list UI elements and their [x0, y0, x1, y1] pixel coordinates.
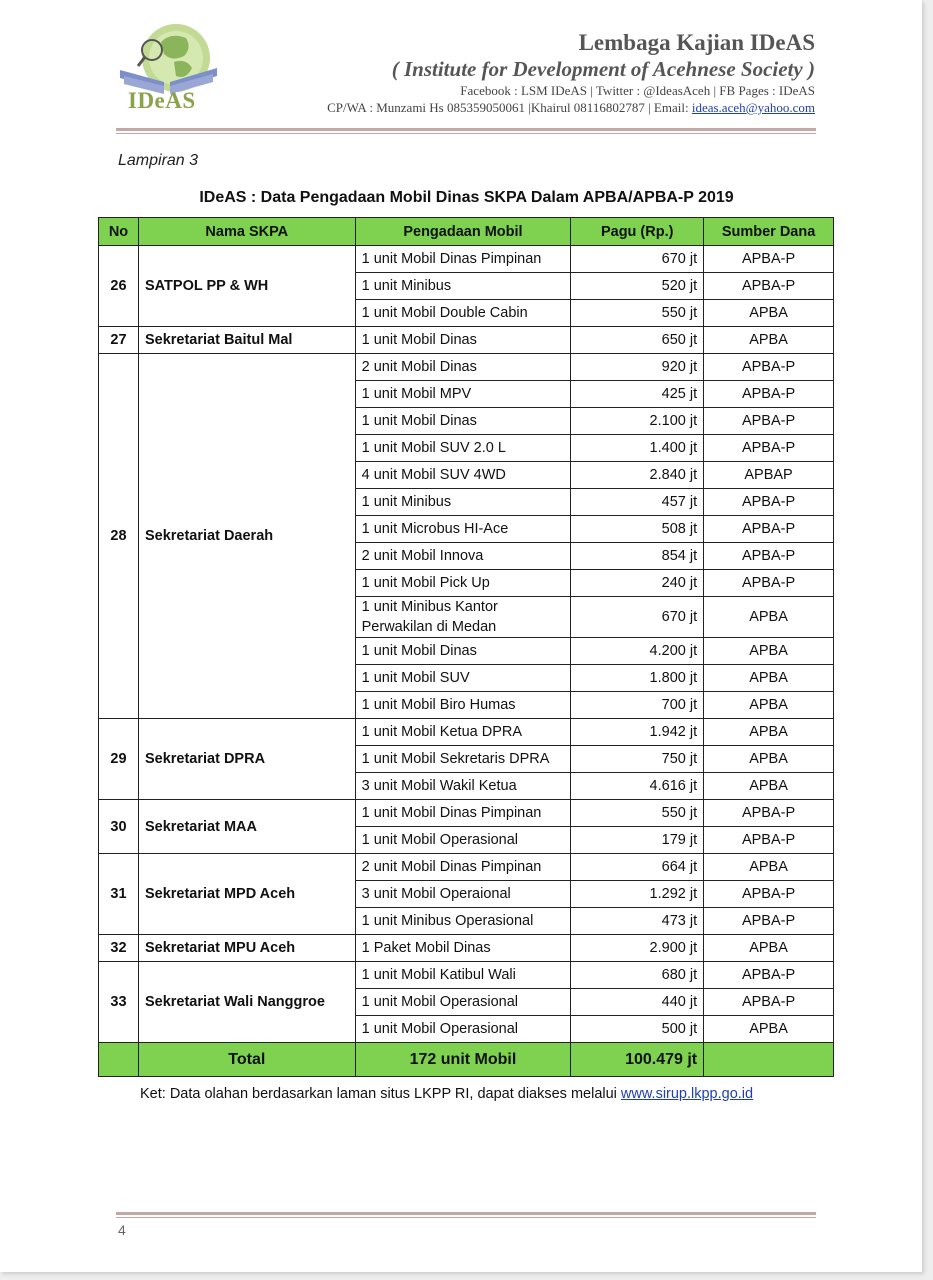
- col-header-pengadaan: Pengadaan Mobil: [355, 218, 571, 246]
- table-row: [99, 354, 834, 381]
- pagu-value: 920 jt: [571, 354, 704, 381]
- funding-source: APBA: [704, 665, 834, 692]
- row-number: 30: [99, 800, 139, 854]
- pagu-value: 680 jt: [571, 962, 704, 989]
- total-pagu: 100.479 jt: [571, 1043, 704, 1077]
- pagu-value: 700 jt: [571, 692, 704, 719]
- funding-source: APBA: [704, 300, 834, 327]
- org-title: Lembaga Kajian IDeAS: [578, 30, 815, 55]
- funding-source: APBA: [704, 773, 834, 800]
- funding-source: APBA-P: [704, 543, 834, 570]
- pagu-value: 500 jt: [571, 1016, 704, 1043]
- row-number: 26: [99, 246, 139, 327]
- row-number: 29: [99, 719, 139, 800]
- col-header-no: No: [99, 218, 139, 246]
- funding-source: APBA: [704, 746, 834, 773]
- procurement-item: 1 unit Mobil SUV 2.0 L: [355, 435, 571, 462]
- funding-source: APBA-P: [704, 516, 834, 543]
- pagu-value: 1.292 jt: [571, 881, 704, 908]
- pagu-value: 1.800 jt: [571, 665, 704, 692]
- procurement-item: 2 unit Mobil Dinas: [355, 354, 571, 381]
- procurement-item: 1 unit Mobil Biro Humas: [355, 692, 571, 719]
- procurement-item-line: Perwakilan di Medan: [361, 619, 497, 635]
- procurement-item: 1 unit Mobil Dinas Pimpinan: [355, 246, 571, 273]
- procurement-item: 1 unit Mobil Operasional: [355, 989, 571, 1016]
- source-link[interactable]: www.sirup.lkpp.go.id: [620, 1086, 754, 1102]
- logo-wordmark: IDeAS: [128, 88, 196, 113]
- funding-source: APBA-P: [704, 881, 834, 908]
- funding-source: APBA-P: [704, 800, 834, 827]
- funding-source: APBA-P: [704, 989, 834, 1016]
- org-subtitle: ( Institute for Development of Acehnese Society ): [391, 57, 815, 81]
- pagu-value: 750 jt: [571, 746, 704, 773]
- funding-source: APBA-P: [704, 908, 834, 935]
- procurement-item: 1 unit Mobil Dinas: [355, 327, 571, 354]
- email-link[interactable]: ideas.aceh@yahoo.com: [691, 100, 815, 115]
- funding-source: APBA-P: [704, 381, 834, 408]
- skpa-name: Sekretariat MPU Aceh: [138, 935, 355, 962]
- funding-source: APBA: [704, 638, 834, 665]
- pagu-value: 1.942 jt: [571, 719, 704, 746]
- col-header-sumber: Sumber Dana: [704, 218, 834, 246]
- procurement-item: 1 unit Mobil MPV: [355, 381, 571, 408]
- pagu-value: 425 jt: [571, 381, 704, 408]
- procurement-item: 1 unit Minibus: [355, 273, 571, 300]
- procurement-table: [98, 217, 834, 1077]
- procurement-item: 1 unit Mobil Double Cabin: [355, 300, 571, 327]
- procurement-item: [355, 597, 571, 638]
- procurement-item: 2 unit Mobil Innova: [355, 543, 571, 570]
- funding-source: APBA-P: [704, 570, 834, 597]
- funding-source: APBA: [704, 854, 834, 881]
- pagu-value: 4.200 jt: [571, 638, 704, 665]
- pagu-value: 440 jt: [571, 989, 704, 1016]
- funding-source: APBA-P: [704, 273, 834, 300]
- pagu-value: 670 jt: [571, 597, 704, 638]
- letterhead: [327, 30, 815, 116]
- skpa-name: Sekretariat MAA: [138, 800, 355, 854]
- skpa-name: Sekretariat Baitul Mal: [138, 327, 355, 354]
- skpa-name: Sekretariat MPD Aceh: [138, 854, 355, 935]
- funding-source: APBA-P: [704, 435, 834, 462]
- funding-source: APBA: [704, 1016, 834, 1043]
- row-number: 31: [99, 854, 139, 935]
- funding-source: APBA-P: [704, 827, 834, 854]
- procurement-item: 1 unit Minibus Operasional: [355, 908, 571, 935]
- pagu-value: 457 jt: [571, 489, 704, 516]
- funding-source: APBA-P: [704, 408, 834, 435]
- social-line: Facebook : LSM IDeAS | Twitter : @IdeasAceh | FB Pages : IDeAS: [460, 83, 815, 98]
- col-header-nama: Nama SKPA: [138, 218, 355, 246]
- pagu-value: 854 jt: [571, 543, 704, 570]
- procurement-item: 1 unit Mobil Ketua DPRA: [355, 719, 571, 746]
- row-number: 32: [99, 935, 139, 962]
- table-row: [99, 935, 834, 962]
- skpa-name: Sekretariat DPRA: [138, 719, 355, 800]
- total-units: 172 unit Mobil: [355, 1043, 571, 1077]
- procurement-item: 3 unit Mobil Wakil Ketua: [355, 773, 571, 800]
- procurement-item-line: 1 unit Minibus Kantor: [361, 599, 498, 615]
- row-number: 28: [99, 354, 139, 719]
- table-row: [99, 800, 834, 827]
- procurement-item: 3 unit Mobil Operaional: [355, 881, 571, 908]
- total-sumber-cell: [704, 1043, 834, 1077]
- funding-source: APBA-P: [704, 354, 834, 381]
- pagu-value: 664 jt: [571, 854, 704, 881]
- col-header-pagu: Pagu (Rp.): [571, 218, 704, 246]
- funding-source: APBA: [704, 935, 834, 962]
- footer-divider-thin: [116, 1217, 816, 1218]
- pagu-value: 2.100 jt: [571, 408, 704, 435]
- table-title: IDeAS : Data Pengadaan Mobil Dinas SKPA Dalam APBA/APBA-P 2019: [199, 189, 734, 206]
- footer-divider: [116, 1212, 816, 1215]
- table-row: [99, 854, 834, 881]
- page-number: 4: [118, 1222, 126, 1238]
- table-body: [99, 246, 834, 1043]
- procurement-item: 1 unit Mobil Dinas Pimpinan: [355, 800, 571, 827]
- total-no-cell: [99, 1043, 139, 1077]
- pagu-value: 240 jt: [571, 570, 704, 597]
- procurement-item: 1 unit Mobil Dinas: [355, 638, 571, 665]
- pagu-value: 473 jt: [571, 908, 704, 935]
- funding-source: APBAP: [704, 462, 834, 489]
- funding-source: APBA: [704, 719, 834, 746]
- skpa-name: SATPOL PP & WH: [138, 246, 355, 327]
- pagu-value: 2.900 jt: [571, 935, 704, 962]
- funding-source: APBA-P: [704, 962, 834, 989]
- pagu-value: 650 jt: [571, 327, 704, 354]
- procurement-item: 1 unit Mobil Operasional: [355, 1016, 571, 1043]
- skpa-name: Sekretariat Wali Nanggroe: [138, 962, 355, 1043]
- attachment-label: Lampiran 3: [118, 152, 199, 169]
- total-label: Total: [138, 1043, 355, 1077]
- skpa-name: Sekretariat Daerah: [138, 354, 355, 719]
- procurement-item: 1 Paket Mobil Dinas: [355, 935, 571, 962]
- table-row: [99, 246, 834, 273]
- procurement-item: 1 unit Microbus HI-Ace: [355, 516, 571, 543]
- funding-source: APBA: [704, 327, 834, 354]
- funding-source: APBA-P: [704, 489, 834, 516]
- source-note: [140, 1086, 753, 1102]
- row-number: 33: [99, 962, 139, 1043]
- contact-text: CP/WA : Munzami Hs 085359050061 |Khairul 08116802787 | Email:: [327, 100, 692, 115]
- procurement-item: 1 unit Mobil Pick Up: [355, 570, 571, 597]
- table-row: [99, 327, 834, 354]
- pagu-value: 520 jt: [571, 273, 704, 300]
- pagu-value: 179 jt: [571, 827, 704, 854]
- header-divider-thin: [116, 133, 816, 134]
- procurement-item: 4 unit Mobil SUV 4WD: [355, 462, 571, 489]
- table-row: [99, 719, 834, 746]
- pagu-value: 4.616 jt: [571, 773, 704, 800]
- pagu-value: 550 jt: [571, 300, 704, 327]
- table-header-row: [99, 218, 834, 246]
- header-divider: [116, 128, 816, 131]
- note-text: Ket: Data olahan berdasarkan laman situs LKPP RI, dapat diakses melalui: [140, 1086, 621, 1102]
- procurement-item: 1 unit Mobil Katibul Wali: [355, 962, 571, 989]
- contact-line: [327, 99, 815, 116]
- procurement-item: 1 unit Mobil SUV: [355, 665, 571, 692]
- pagu-value: 1.400 jt: [571, 435, 704, 462]
- pagu-value: 508 jt: [571, 516, 704, 543]
- pagu-value: 2.840 jt: [571, 462, 704, 489]
- procurement-item: 1 unit Mobil Dinas: [355, 408, 571, 435]
- funding-source: APBA-P: [704, 246, 834, 273]
- pagu-value: 550 jt: [571, 800, 704, 827]
- procurement-item: 1 unit Mobil Sekretaris DPRA: [355, 746, 571, 773]
- table-row: [99, 962, 834, 989]
- funding-source: APBA: [704, 692, 834, 719]
- funding-source: APBA: [704, 597, 834, 638]
- procurement-item: 1 unit Mobil Operasional: [355, 827, 571, 854]
- total-row: [99, 1043, 834, 1077]
- row-number: 27: [99, 327, 139, 354]
- procurement-item: 1 unit Minibus: [355, 489, 571, 516]
- procurement-item: 2 unit Mobil Dinas Pimpinan: [355, 854, 571, 881]
- pagu-value: 670 jt: [571, 246, 704, 273]
